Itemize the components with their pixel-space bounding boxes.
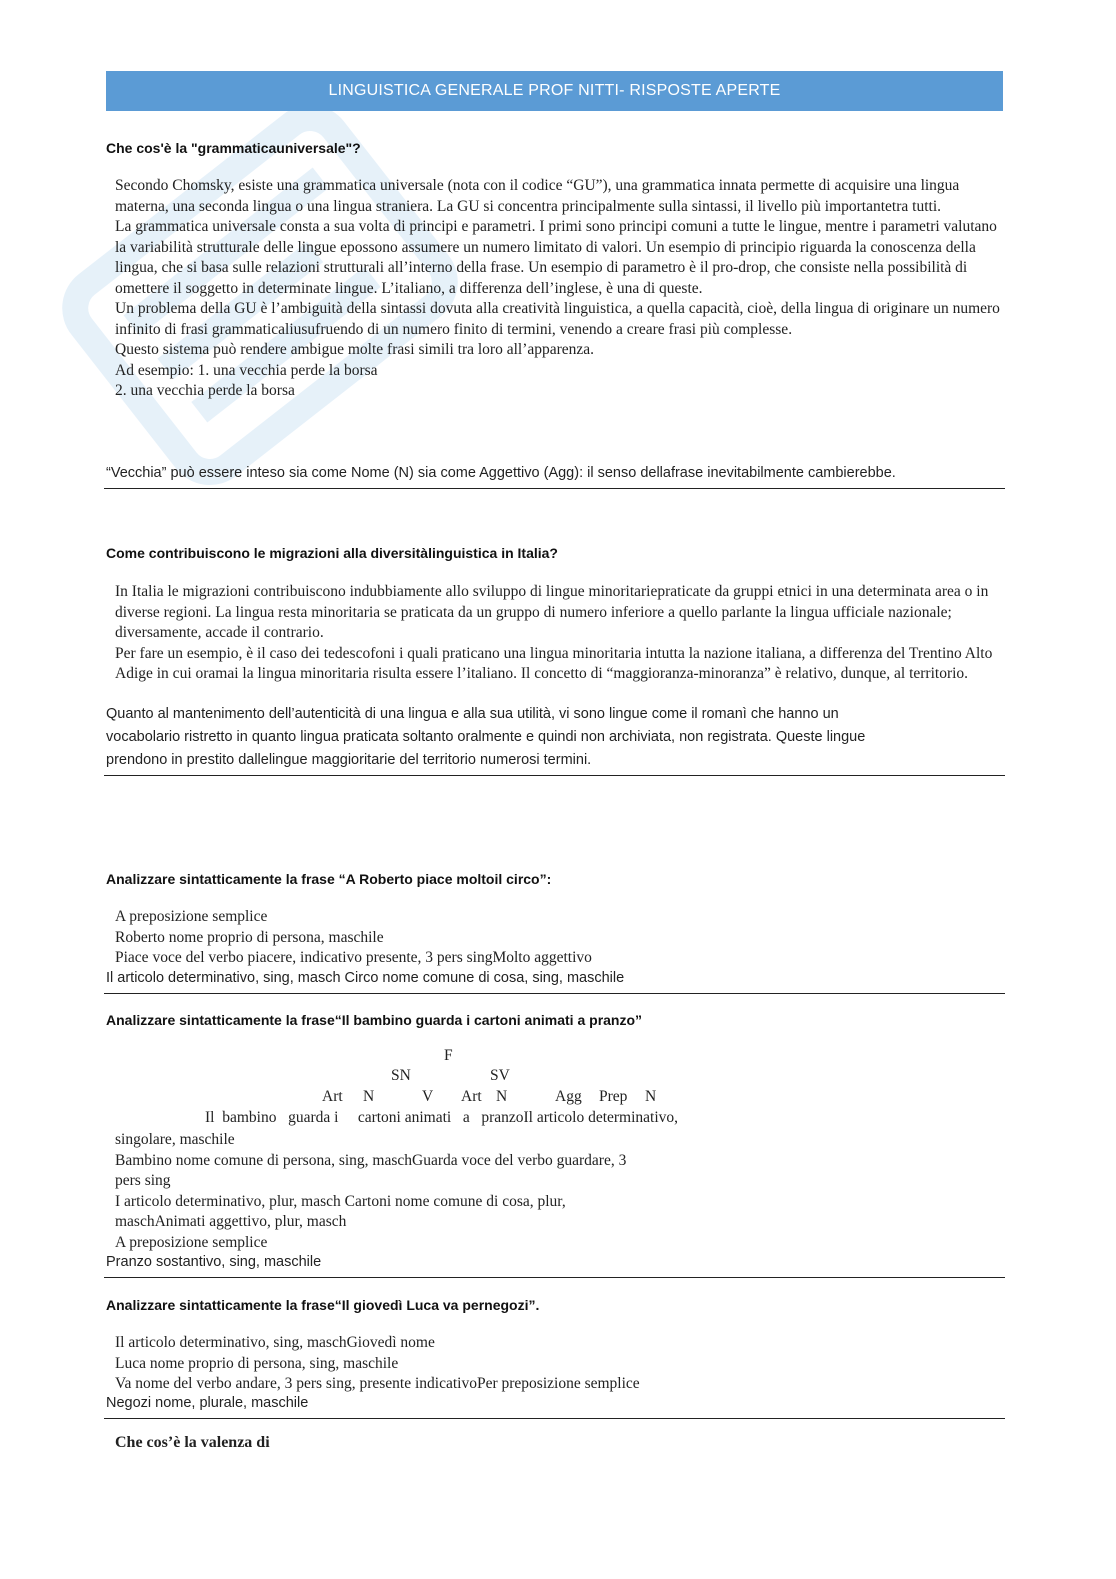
answer-paragraph: Roberto nome proprio di persona, maschile bbox=[115, 928, 384, 946]
tree-sentence-words: Il bambino guarda i cartoni animati a pranzoIl articolo determinativo, bbox=[205, 1109, 679, 1126]
tree-node-sv: SV bbox=[490, 1067, 510, 1084]
tree-node-prep: Prep bbox=[599, 1088, 628, 1105]
answer-paragraph: A preposizione semplice bbox=[115, 908, 268, 925]
answer-closing bbox=[106, 1251, 1006, 1274]
question-heading: Analizzare sintatticamente la frase “A Roberto piace moltoil circo”: bbox=[106, 871, 552, 887]
answer-paragraph: Questo sistema può rendere ambigue molte frasi simili tra loro all’apparenza. bbox=[115, 341, 595, 358]
answer-closing bbox=[106, 703, 1006, 772]
section-divider bbox=[104, 1418, 1005, 1419]
answer-body bbox=[115, 176, 1000, 402]
tree-node-n: N bbox=[363, 1088, 375, 1105]
answer-closing-line: “Vecchia” può essere inteso sia come Nome (N) sia come Aggettivo (Agg): il senso dellafrase inevitabilmente cambierebbe. bbox=[106, 465, 896, 481]
answer-paragraph: Va nome del verbo andare, 3 pers sing, presente indicativoPer preposizione semplice bbox=[115, 1375, 640, 1392]
answer-body bbox=[115, 1130, 1000, 1253]
section-divider bbox=[104, 775, 1005, 776]
answer-paragraph: La grammatica universale consta a sua volta di principi e parametri. I primi sono principi comuni a tutte le lingue, mentre i parametri valutano la variabilità strutturale delle lingue epossono assumere un numero limitato di valori. Un esempio di principio riguarda la conoscenza della lingua, che si basa sulle relazioni strutturali all’interno della frase. Un esempio di parametro è il pro-drop, che consiste nella possibilità di omettere il soggetto in determinate lingue. L’italiano, a differenza dell’inglese, è una di queste. bbox=[115, 218, 997, 297]
question-heading: Come contribuiscono le migrazioni alla diversitàlinguistica in Italia? bbox=[106, 545, 558, 561]
section-divider bbox=[104, 993, 1005, 994]
answer-closing-line: prendono in prestito dallelingue maggioritarie del territorio numerosi termini. bbox=[106, 752, 592, 768]
tree-node-v: V bbox=[422, 1088, 434, 1105]
answer-paragraph: Luca nome proprio di persona, sing, maschile bbox=[115, 1354, 399, 1372]
answer-closing bbox=[106, 967, 1006, 990]
answer-closing-line: Negozi nome, plurale, maschile bbox=[106, 1395, 309, 1411]
question-heading: Analizzare sintatticamente la frase“Il bambino guarda i cartoni animati a pranzo” bbox=[106, 1012, 643, 1028]
tree-node-art: Art bbox=[322, 1088, 343, 1105]
answer-closing-line: Pranzo sostantivo, sing, maschile bbox=[106, 1254, 322, 1270]
answer-paragraph: pers sing bbox=[115, 1172, 171, 1189]
answer-paragraph: 2. una vecchia perde la borsa bbox=[115, 382, 295, 399]
answer-body bbox=[115, 907, 1000, 969]
section-divider bbox=[104, 488, 1005, 489]
tree-node-art: Art bbox=[461, 1088, 482, 1105]
document-title-banner: LINGUISTICA GENERALE PROF NITTI- RISPOSTE APERTE bbox=[106, 71, 1003, 111]
answer-paragraph: Ad esempio: 1. una vecchia perde la borsa bbox=[115, 361, 378, 379]
answer-paragraph: maschAnimati aggettivo, plur, masch bbox=[115, 1213, 347, 1230]
answer-paragraph: Il articolo determinativo, sing, maschGiovedì nome bbox=[115, 1334, 435, 1351]
answer-closing bbox=[106, 1392, 1006, 1415]
tree-node-n: N bbox=[645, 1088, 657, 1105]
answer-paragraph: In Italia le migrazioni contribuiscono indubbiamente allo sviluppo di lingue minoritariepraticate da gruppi etnici in una determinata area o in diverse regioni. La lingua resta minoritaria se praticata da un gruppo di numero inferiore a quello parlante la lingua ufficiale nazionale; diversamente, accade il contrario. bbox=[115, 583, 989, 641]
answer-paragraph: Bambino nome comune di persona, sing, maschGuarda voce del verbo guardare, 3 bbox=[115, 1151, 627, 1169]
section-divider bbox=[104, 1277, 1005, 1278]
answer-paragraph: singolare, maschile bbox=[115, 1131, 235, 1148]
tree-node-root: F bbox=[444, 1047, 453, 1064]
answer-body bbox=[115, 582, 1000, 685]
question-heading: Che cos'è la "grammaticauniversale"? bbox=[106, 140, 361, 156]
tree-node-sn: SN bbox=[391, 1067, 411, 1084]
answer-paragraph: A preposizione semplice bbox=[115, 1233, 268, 1251]
answer-closing bbox=[106, 462, 1006, 485]
answer-closing-line: Quanto al mantenimento dell’autenticità di una lingua e alla sua utilità, vi sono lingue come il romanì che hanno un bbox=[106, 706, 839, 722]
tree-node-agg: Agg bbox=[555, 1088, 582, 1105]
answer-paragraph: Un problema della GU è l’ambiguità della sintassi dovuta alla creatività linguistica, a quella capacità, cioè, della lingua di originare un numero infinito di frasi grammaticaliusufruendo di un numero finito di termini, venendo a creare frasi più complesse. bbox=[115, 300, 1000, 338]
question-heading: Analizzare sintatticamente la frase“Il giovedì Luca va pernegozi”. bbox=[106, 1297, 540, 1313]
tree-node-n: N bbox=[496, 1088, 508, 1105]
answer-closing-line: vocabolario ristretto in quanto lingua praticata soltanto oralmente e quindi non archiviata, non registrata. Queste lingue bbox=[106, 729, 866, 745]
answer-paragraph: I articolo determinativo, plur, masch Cartoni nome comune di cosa, plur, bbox=[115, 1192, 566, 1210]
answer-paragraph: Per fare un esempio, è il caso dei tedescofoni i quali praticano una lingua minoritaria intutta la nazione italiana, a differenza del Trentino Alto Adige in cui oramai la lingua minoritaria risulta essere l’italiano. Il concetto di “maggioranza-minoranza” è relativo, dunque, al territorio. bbox=[115, 644, 993, 682]
answer-body bbox=[115, 1333, 1000, 1395]
answer-closing-line: Il articolo determinativo, sing, masch Circo nome comune di cosa, sing, maschile bbox=[106, 970, 625, 986]
question-heading-truncated: Che cos’è la valenza di bbox=[115, 1434, 270, 1451]
answer-paragraph: Piace voce del verbo piacere, indicativo presente, 3 pers singMolto aggettivo bbox=[115, 949, 592, 966]
answer-paragraph: Secondo Chomsky, esiste una grammatica universale (nota con il codice “GU”), una grammatica innata permette di acquisire una lingua materna, una seconda lingua o una lingua straniera. La GU si concentra principalmente sulla sintassi, il livello più importantetra tutti. bbox=[115, 177, 960, 215]
